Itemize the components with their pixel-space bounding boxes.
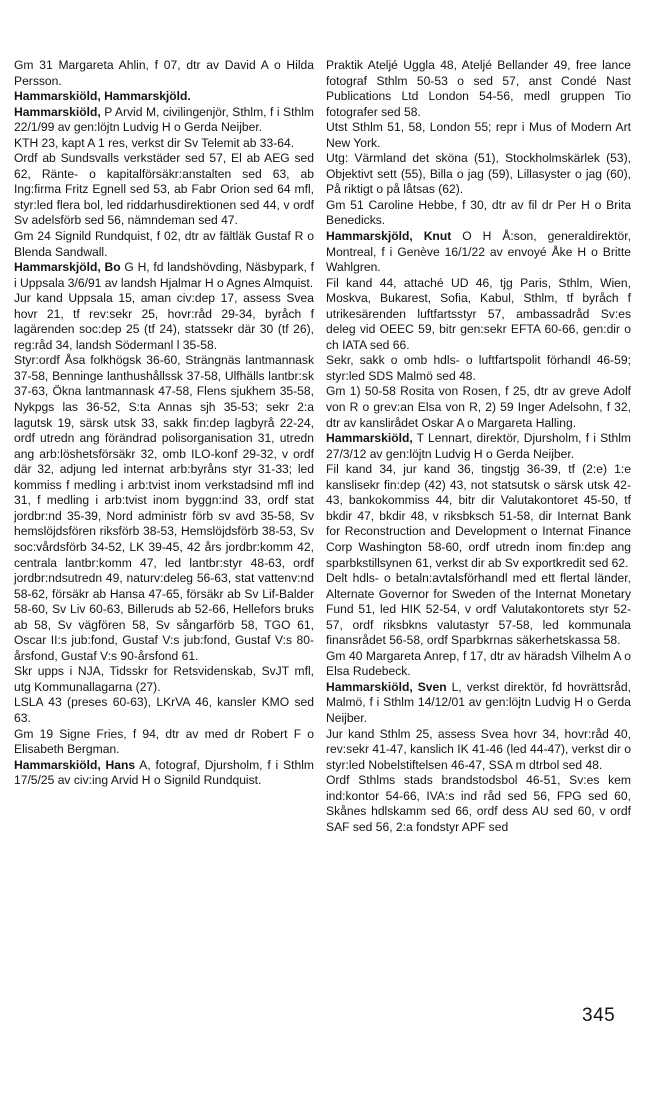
entry-text: O H Å:son, generaldirektör, Montreal, f i Genève 16/1/22 av envoyé Åke H o Britte Wahlgren. <box>326 229 631 275</box>
entry-text: Praktik Ateljé Uggla 48, Ateljé Bellander 49, free lance fotograf Sthlm 50-53 o sed 57, anst Condé Nast Publications Ltd London 54-56, medl gruppen Tio fotografer sed 58. <box>326 58 631 119</box>
entry-text: Delt hdls- o betaln:avtalsförhandl med ett flertal länder, Alternate Governor for Sweden of the Internat Monetary Fund 51, led HIK 52-54, v ordf Valutakontorets styr 52-57, ordf riksbkns valutastyr 57-58, led kommunala finansrådet 56-58, ordf Sparbkrnas säkerhetskassa 58. <box>326 571 631 648</box>
entry-name: Hammarskiöld, <box>14 104 101 119</box>
entry-text: Ordf ab Sundsvalls verkstäder sed 57, El ab AEG sed 62, Ränte- o kapitalförsäkr:anstalten sed 63, ab Ing:firma Fritz Egnell sed 53, ab Fabr Orion sed 64 mfl, styr:led flera bol, led riddarhusdirektionen sed 44, v ordf Sv adelsförb sed 56, nämndeman sed 47. <box>14 151 314 228</box>
entry-text: KTH 23, kapt A 1 res, verkst dir Sv Telemit ab 33-64. <box>14 135 295 150</box>
entry <box>14 105 314 136</box>
entry <box>326 151 631 198</box>
entry-text: Gm 1) 50-58 Rosita von Rosen, f 25, dtr av greve Adolf von R o grev:an Elsa von R, 2) 59 Inger Adelsohn, f 32, dtr av kanslirådet Oskar A o Margareta Halling. <box>326 384 631 430</box>
entry-text: Jur kand Sthlm 25, assess Svea hovr 34, hovr:råd 40, rev:sekr 41-47, kanslich IK 41-46 (led 44-47), verkst dir o styr:led Nobelstiftelsen 46-47, SSA m dtrbol sed 48. <box>326 726 631 772</box>
entry-text: L, verkst direktör, fd hovrättsråd, Malmö, f i Sthlm 14/12/01 av gen:löjtn Ludvig H o Gerda Neijber. <box>326 679 631 725</box>
entry-text: Fil kand 34, jur kand 36, tingstjg 36-39, tf (2:e) 1:e kanslisekr fin:dep (42) 43, not statsutsk o särsk utsk 42-43, bankokommiss 44, bitr dir Valutakontoret 45-50, tf bkdir 47, bkdir 48, v riksbksch 51-58, dir Internat Bank for Reconstruction and Development o Internat Finance Corp Washington 58-60, ordf utredn inom fin:dep ang sparbkstillsynen 61, verkst dir ab Sv exportkredit sed 62. <box>326 462 631 570</box>
entry <box>14 260 314 291</box>
entry <box>14 136 314 152</box>
entry <box>326 431 631 462</box>
entry-text: Fil kand 44, attaché UD 46, tjg Paris, Sthlm, Wien, Moskva, Bukarest, Sofia, Kabul, Sthlm, tf byråch f utrikesärenden luftfartsstyr 57, ambassadråd Sv:es deleg vid OEEC 59, bitr gen:sekr EFTA 60-66, gen:dir o ch IATA sed 66. <box>326 275 631 352</box>
entry <box>326 353 631 384</box>
entry-text: Gm 19 Signe Fries, f 94, dtr av med dr Robert F o Elisabeth Bergman. <box>14 726 314 757</box>
entry <box>326 120 631 151</box>
entry-name: Hammarskiöld, Sven <box>326 679 447 694</box>
entry <box>326 649 631 680</box>
entry <box>14 291 314 353</box>
entry <box>326 680 631 727</box>
entry <box>326 727 631 774</box>
entry-text: A, fotograf, Djursholm, f i Sthlm 17/5/25 av civ:ing Arvid H o Signild Rundquist. <box>14 757 314 788</box>
entry <box>14 151 314 229</box>
entry <box>14 664 314 695</box>
entry <box>326 571 631 649</box>
entry <box>326 229 631 276</box>
entry-text: T Lennart, direktör, Djursholm, f i Sthlm 27/3/12 av gen:löjtn Ludvig H o Gerda Neijber. <box>326 431 631 461</box>
entry-text: Gm 24 Signild Rundquist, f 02, dtr av fältläk Gustaf R o Blenda Sandwall. <box>14 229 314 259</box>
right-column <box>326 58 631 835</box>
entry-text: Sekr, sakk o omb hdls- o luftfartspolit förhandl 46-59; styr:led SDS Malmö sed 48. <box>326 353 631 383</box>
entry-text: G H, fd landshövding, Näsbypark, f i Uppsala 3/6/91 av landsh Hjalmar H o Agnes Almquist. <box>14 260 314 290</box>
entry <box>326 58 631 120</box>
entry-name: Hammarskjöld, Bo <box>14 260 121 275</box>
entry-text: Gm 40 Margareta Anrep, f 17, dtr av häradsh Vilhelm A o Elsa Rudebeck. <box>326 648 631 679</box>
entry-name: Hammarskiöld, <box>326 431 413 446</box>
entry <box>14 758 314 789</box>
entry <box>14 727 314 758</box>
entry <box>326 276 631 354</box>
entry-name: Hammarskiöld, Hammarskjöld. <box>14 89 191 104</box>
entry <box>14 58 314 89</box>
entry <box>326 198 631 229</box>
page-number: 345 <box>582 1005 616 1026</box>
entry-text: Utst Sthlm 51, 58, London 55; repr i Mus of Modern Art New York. <box>326 120 631 150</box>
entry <box>326 384 631 431</box>
entry-name: Hammarskjöld, Knut <box>326 229 452 244</box>
entry <box>14 229 314 260</box>
entry <box>326 462 631 571</box>
entry-text: Styr:ordf Åsa folkhögsk 36-60, Strängnäs lantmannask 37-58, Benninge lanthushållssk 37-58, Ulfhälls lantbr:sk 37-63, Ökna lantmannask 47-58, Flens sjukhem 35-58, Nykpgs las 36-52, S:ta Annas sjh 35-53; sekr 2:a lagutsk 19, särsk utsk 33, sakk fin:dep lagbyrå 22-24, ordf utredn ang förändrad polisorganisation 31, utredn ang arb:löshetsförsäkr 32, omb ILO-konf 29-32, v ordf där 32, adjung led internat arb:byråns styr 31-33; led kommiss f medling i arb:tvist inom verkstadsind mfl ind 31, f medling i arb:tvist inom byggn:ind 33, ordf stat jordbr:nd 35-39, Nord administr förb sv avd 35-58, Sv hemslöjdsfören riksförb 38-53, Hemslöjdsförb 38-53, Sv soc:vårdsförb 34-52, LK 39-45, 42 års jordbr:komm 42, centrala lantbr:komm 47, led lantbr:styr 48-63, ordf jordbr:ndsutredn 49, naturv:deleg 56-63, stat vattenv:nd 58-62, försäkr ab Hansa 47-65, försäkr ab Sv Lif-Balder 58-60, Sv Liv 60-63, Billeruds ab 52-66, Hellefors bruks ab 58, Sv vägfören 58, Sv sångarförb 58, TGO 61, Oscar II:s jub:fond, Gustaf V:s jub:fond, Gustaf V:s 80-årsfond, Gustaf V:s 90-årsfond 61. <box>14 353 314 663</box>
entry-text: LSLA 43 (preses 60-63), LKrVA 46, kansler KMO sed 63. <box>14 695 314 725</box>
entry <box>14 695 314 726</box>
entry-text: Utg: Värmland det sköna (51), Stockholmskärlek (53), Objektivt sett (55), Billa o jag (59), Lillasyster o jag (60), På riktigt o på låtsas (62). <box>326 151 631 197</box>
entry-text: Ordf Sthlms stads brandstodsbol 46-51, Sv:es kem ind:kontor 54-66, IVA:s ind råd sed 56, FPG sed 60, Skånes hdlskamm sed 66, ordf dess AU sed 60, v ordf SAF sed 56, 2:a fondstyr APF sed <box>326 773 631 834</box>
entry-text: Skr upps i NJA, Tidsskr for Retsvidenskab, SvJT mfl, utg Kommunallagarna (27). <box>14 664 314 694</box>
entry-text: Jur kand Uppsala 15, aman civ:dep 17, assess Svea hovr 21, tf rev:sekr 25, hovr:råd 29-34, byråch f lagärenden soc:dep 25 (tf 24), statssekr där 30 (tf 26), reg:råd 34, landsh Södermanl l 35-58. <box>14 291 314 352</box>
left-column <box>14 58 314 789</box>
entry <box>326 773 631 835</box>
entry-text: P Arvid M, civilingenjör, Sthlm, f i Sthlm 22/1/99 av gen:löjtn Ludvig H o Gerda Neijber. <box>14 104 314 135</box>
entry <box>14 89 314 105</box>
entry-name: Hammarskiöld, Hans <box>14 757 136 772</box>
entry-text: Gm 51 Caroline Hebbe, f 30, dtr av fil dr Per H o Brita Benedicks. <box>326 197 631 228</box>
entry <box>14 353 314 664</box>
entry-text: Gm 31 Margareta Ahlin, f 07, dtr av David A o Hilda Persson. <box>14 58 314 88</box>
